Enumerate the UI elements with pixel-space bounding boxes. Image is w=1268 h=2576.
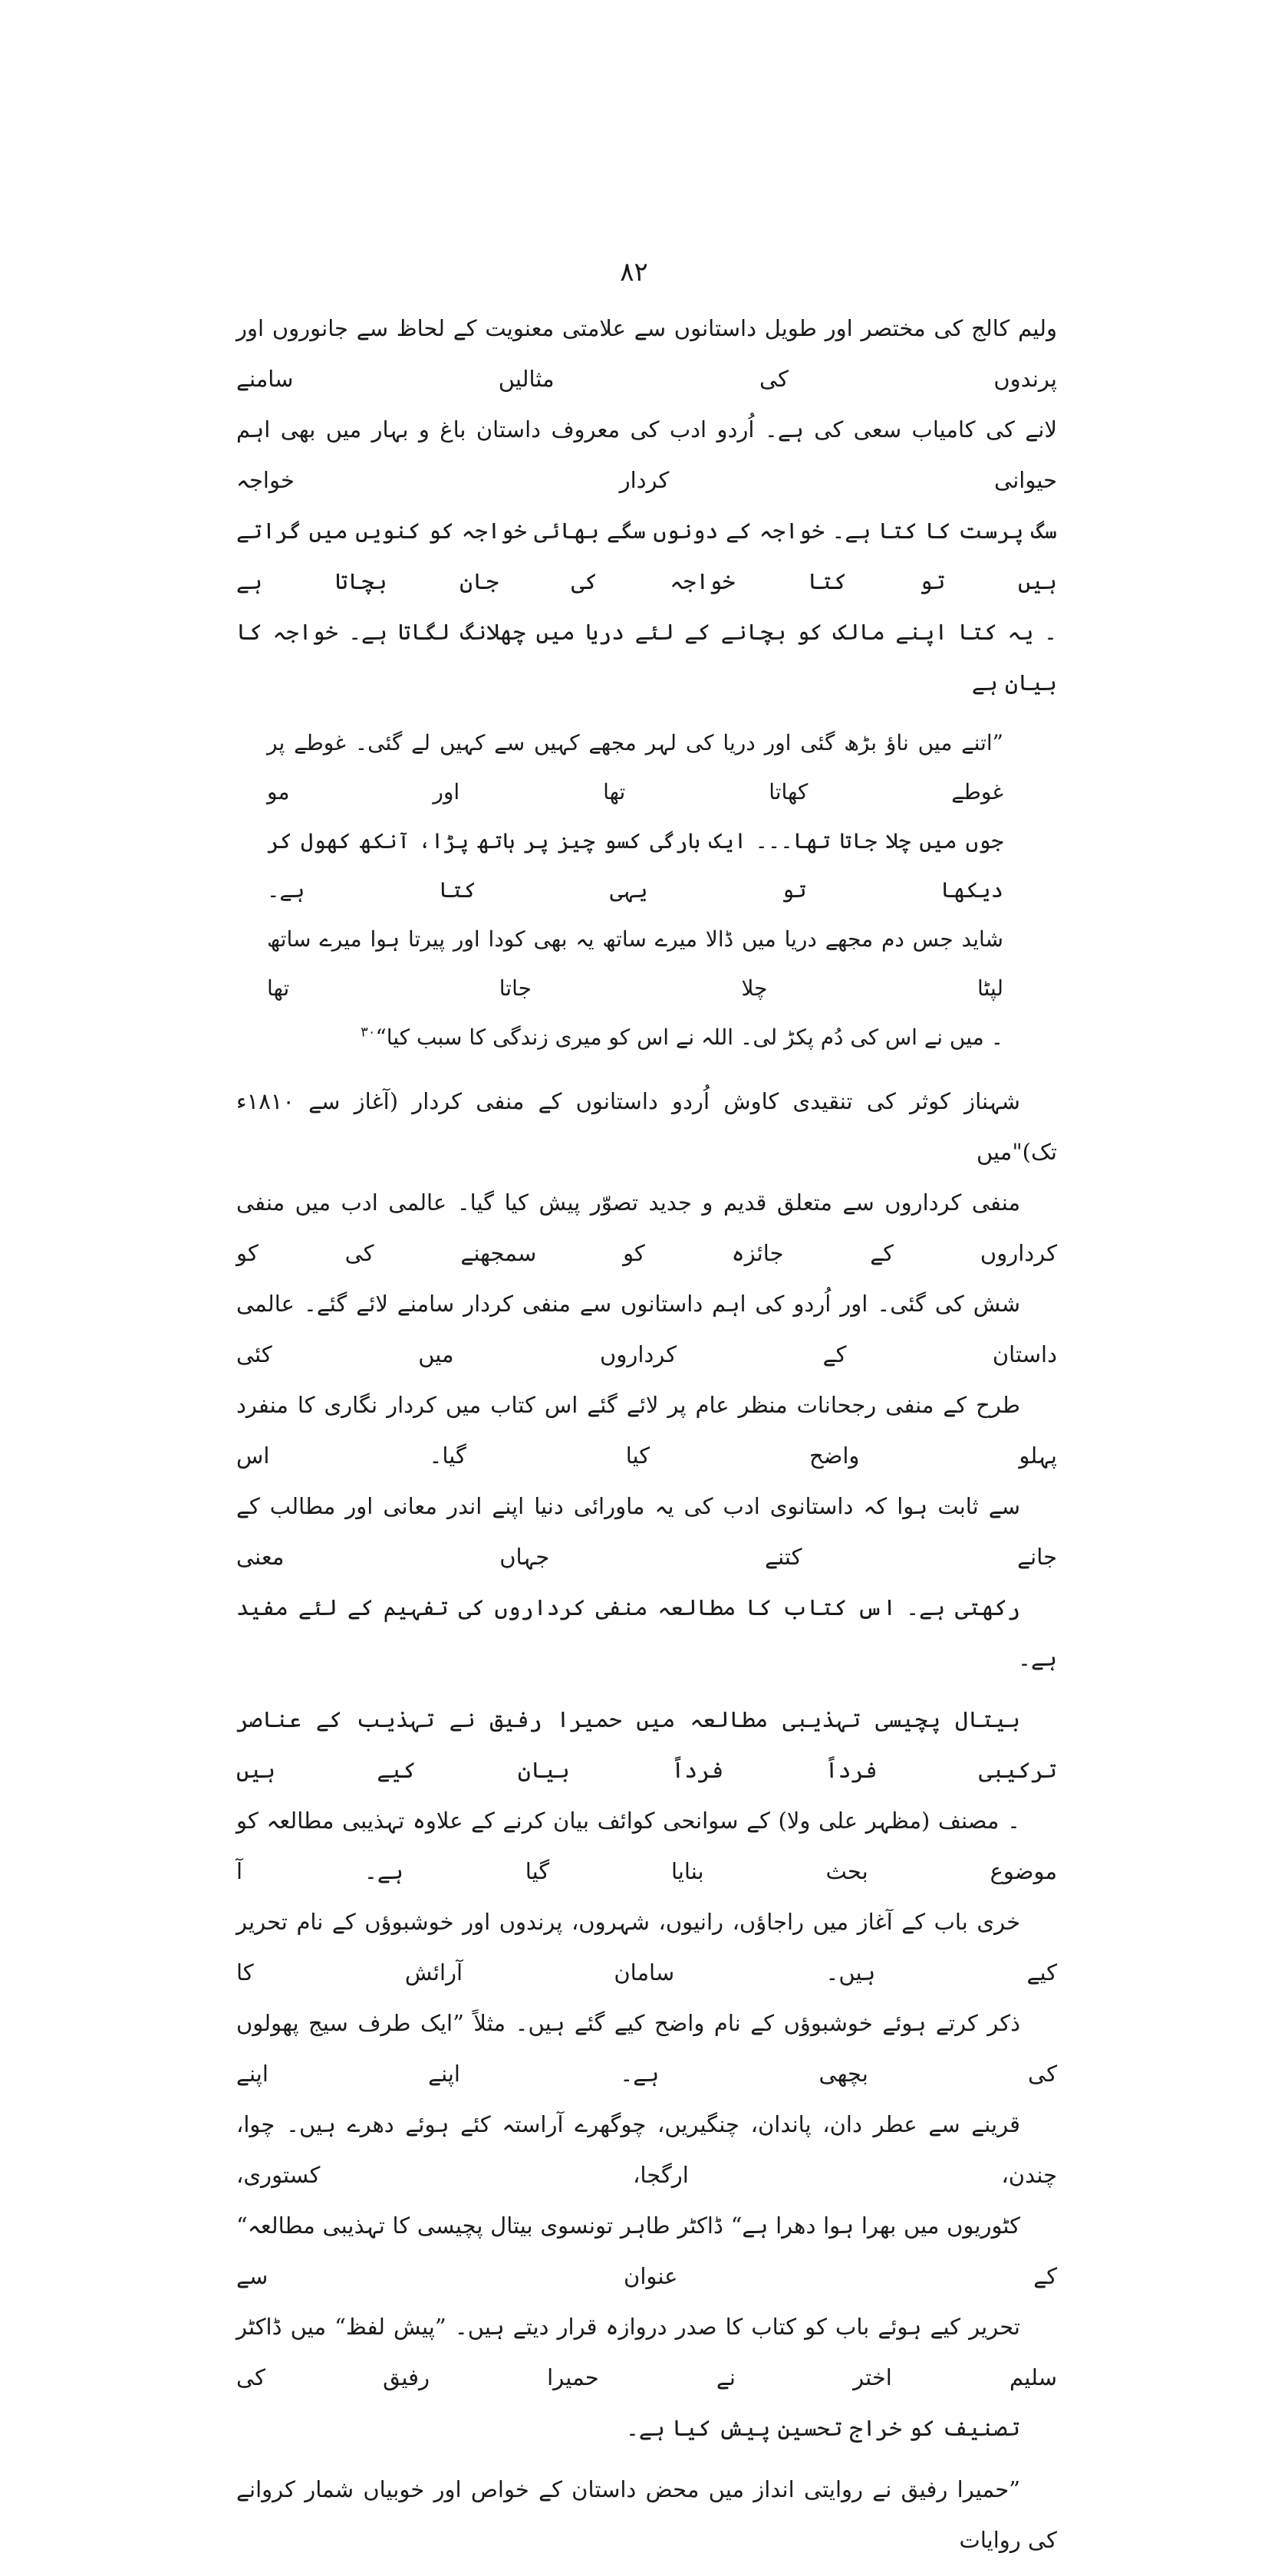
text-line: سگ پرست کا کتا ہے۔ خواجہ کے دونوں سگے بھائی خواجہ کو کنویں میں گراتے ہیں تو کتا خواجہ کی جان بچاتا ہے <box>236 518 1057 594</box>
paragraph-humaira-rafiq-quote <box>236 2464 1057 2565</box>
text-line: طرح کے منفی رجحانات منظر عام پر لائے گئے اس کتاب میں کردار نگاری کا منفرد پہلو واضح کیا گیا۔ اس <box>236 1392 1057 1469</box>
text-line: سے ثابت ہوا کہ داستانوی ادب کی یہ ماورائی دنیا اپنے اندر معانی اور مطالب کے جانے کتنے جہاں معنی <box>236 1493 1057 1570</box>
text-line: قرینے سے عطر دان، پاندان، چنگیریں، چوگھرے آراستہ کئے ہوئے دھرے ہیں۔ چوا، چندن، ارگجا، کستوری، <box>236 2111 1057 2188</box>
text-line: شہناز کوثر کی تنقیدی کاوش اُردو داستانوں کے منفی کردار (آغاز سے ۱۸۱۰ء تک)"میں <box>236 1088 1057 1165</box>
text-line: ۔ مصنف (مظہر علی ولا) کے سوانحی کوائف بیان کرنے کے علاوہ تہذیبی مطالعہ کو موضوع بحث بنایا گیا ہے۔ آ <box>236 1808 1057 1884</box>
page-number: ۸۲ <box>620 257 648 288</box>
quote-line: شاید جس دم مجھے دریا میں ڈالا میرے ساتھ یہ بھی کودا اور پیرتا ہوا میرے ساتھ لپٹا چلا جاتا تھا <box>267 926 1003 1001</box>
quote-line-text: ۔ میں نے اس کی دُم پکڑ لی۔ اللہ نے اس کو میری زندگی کا سبب کیا“ <box>375 1025 1003 1050</box>
text-line: ”حمیرا رفیق نے روایتی انداز میں محض داستان کے خواص اور خوبیاں شمار کروانے کی روایات <box>236 2476 1057 2553</box>
text-line: لانے کی کامیاب سعی کی ہے۔ اُردو ادب کی معروف داستان باغ و بہار میں بھی اہم حیوانی کردار خواجہ <box>236 416 1057 493</box>
paragraph-shahnaz-kausar <box>236 1076 1057 1683</box>
quote-line <box>267 1013 1003 1062</box>
text-line: کٹوریوں میں بھرا ہوا دھرا ہے“ ڈاکٹر طاہر تونسوی بیتال پچیسی کا تہذیبی مطالعہ“ کے عنوان سے <box>236 2212 1057 2289</box>
text-line: ذکر کرتے ہوئے خوشبوؤں کے نام واضح کیے گئے ہیں۔ مثلاً ”ایک طرف سیج پھولوں کی بچھی ہے۔ اپنے اپنے <box>236 2010 1057 2087</box>
text-line: بیتال پچیسی تہذیبی مطالعہ میں حمیرا رفیق نے تہذیب کے عناصر ترکیبی فرداً فرداً بیان کیے ہیں <box>236 1706 1057 1783</box>
text-line: ۔ یہ کتا اپنے مالک کو بچانے کے لئے دریا میں چھلانگ لگاتا ہے۔ خواجہ کا بیان ہے <box>236 619 1057 696</box>
block-quote-khwaja <box>267 719 1003 1062</box>
page-body <box>236 303 1057 2576</box>
text-line: تصنیف کو خراج تحسین پیش کیا ہے۔ <box>625 2415 1020 2441</box>
text-line: رکھتی ہے۔ اس کتاب کا مطالعہ منفی کرداروں کی تفہیم کے لئے مفید ہے۔ <box>236 1594 1057 1671</box>
text-line: ولیم کالج کی مختصر اور طویل داستانوں سے علامتی معنویت کے لحاظ سے جانوروں اور پرندوں کی مثالیں سامنے <box>236 315 1057 392</box>
footnote-marker: ۳۰ <box>361 1024 376 1041</box>
quote-line: جوں میں چلا جاتا تھا۔۔۔ ایک بارگی کسو چیز پر ہاتھ پڑا، آنکھ کھول کر دیکھا تو یہی کتا ہے۔ <box>267 828 1003 903</box>
paragraph-betal-pachisi <box>236 1694 1057 2453</box>
text-line: تحریر کیے ہوئے باب کو کتاب کا صدر دروازہ قرار دیتے ہیں۔ ”پیش لفظ“ میں ڈاکٹر سلیم اختر نے حمیرا رفیق کی <box>236 2314 1057 2390</box>
text-line: شش کی گئی۔ اور اُردو کی اہم داستانوں سے منفی کردار سامنے لائے گئے۔ عالمی داستان کے کرداروں میں کئی <box>236 1291 1057 1367</box>
text-line: منفی کرداروں سے متعلق قدیم و جدید تصوّر پیش کیا گیا۔ عالمی ادب میں منفی کرداروں کے جائزہ کو سمجھنے کی کو <box>236 1189 1057 1266</box>
text-line: خری باب کے آغاز میں راجاؤں، رانیوں، شہروں، پرندوں اور خوشبوؤں کے نام تحریر کیے ہیں۔ سامان آرائش کا <box>236 1909 1057 1985</box>
quote-line: ”اتنے میں ناؤ بڑھ گئی اور دریا کی لہر مجھے کہیں سے کہیں لے گئی۔ غوطے پر غوطے کھاتا تھا اور مو <box>267 730 1003 804</box>
paragraph-dastan-animals <box>236 303 1057 708</box>
